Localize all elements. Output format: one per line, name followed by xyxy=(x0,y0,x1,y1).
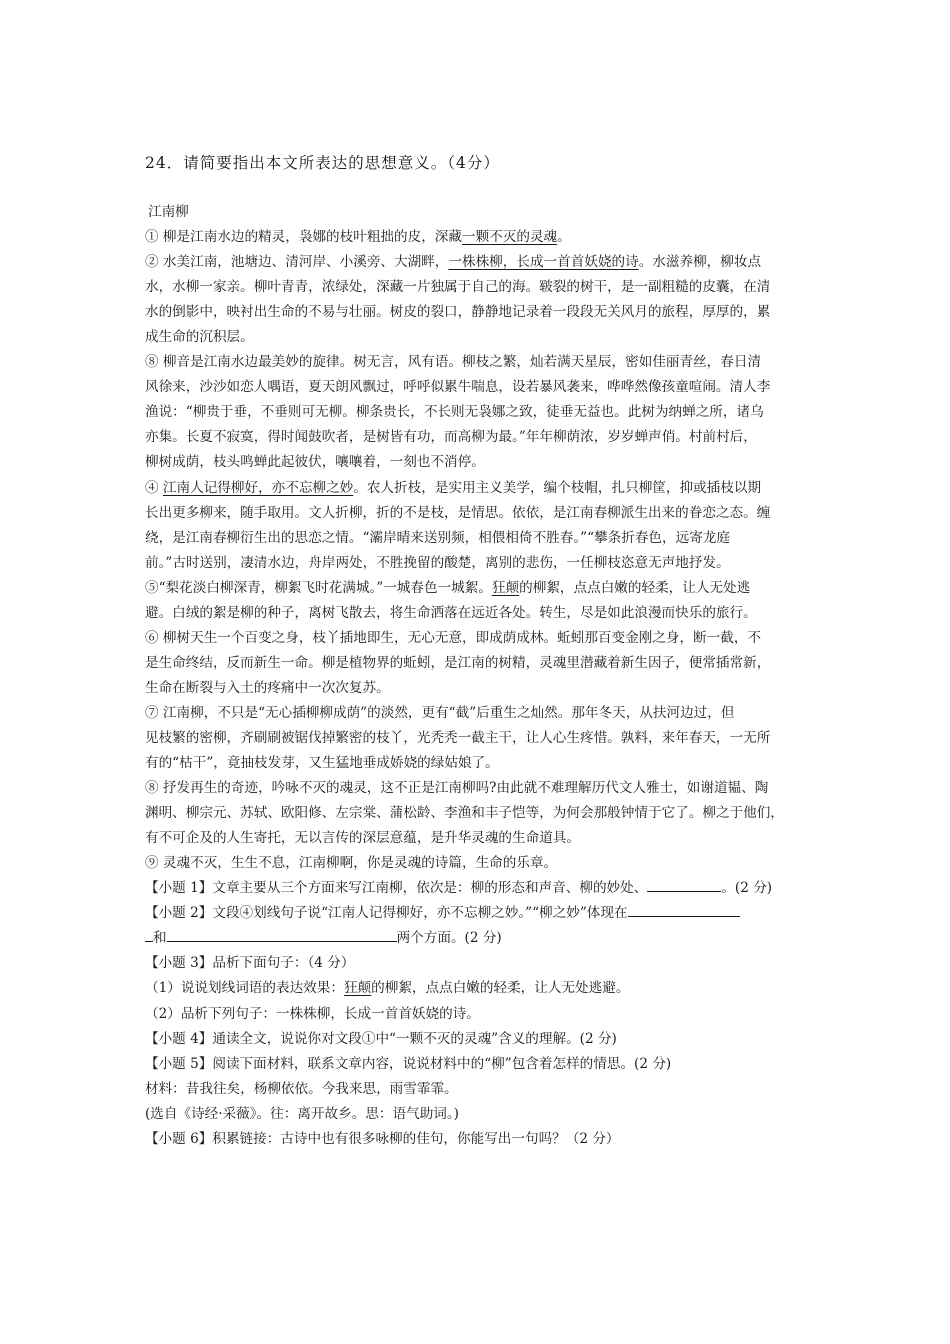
text-line: 长出更多柳来，随手取用。文人折柳，折的不是枝，是情思。依依，是江南春柳派生出来的眷恋之态。缠 xyxy=(145,504,771,521)
text-line: 绕，是江南春柳衍生出的思恋之情。“灞岸晴来送别频，相偎相倚不胜春。”“攀条折春色，远寄龙庭 xyxy=(145,529,730,546)
text: 两个方面。(2 分) xyxy=(396,930,502,947)
text-line: ⑦ 江南柳，不只是“无心插柳柳成荫”的淡然，更有“截”后重生之灿然。那年冬天，从扶河边过，但 xyxy=(145,704,735,721)
text: 【小题 1】文章主要从三个方面来写江南柳，依次是：柳的形态和声音、柳的妙处、 xyxy=(145,880,648,897)
text: ① 柳是江南水边的精灵，袅娜的枝叶粗拙的皮，深藏 xyxy=(145,229,462,246)
text-line: 生命在断裂与入土的疼痛中一次次复苏。 xyxy=(145,679,390,696)
text-line: 成生命的沉积层。 xyxy=(145,329,254,346)
text-line: 水的倒影中，映衬出生命的不易与壮丽。树皮的裂口，静静地记录着一段段无关风月的旅程，厚厚的，累 xyxy=(145,304,771,321)
question-3: 【小题 3】品析下面句子：（4 分） xyxy=(145,955,355,972)
question-24: 24．请简要指出本文所表达的思想意义。（4分） xyxy=(145,154,500,172)
text-line: ⑥ 柳树天生一个百变之身，枝丫插地即生，无心无意，即成荫成林。蚯蚓那百变金刚之身，断一截，不 xyxy=(145,629,762,646)
paragraph-2 xyxy=(145,250,817,350)
answer-blank[interactable] xyxy=(145,927,153,942)
question-4: 【小题 4】通读全文，说说你对文段①中“一颗不灭的灵魂”含义的理解。(2 分) xyxy=(145,1030,617,1047)
question-6: 【小题 6】积累链接：古诗中也有很多咏柳的佳句，你能写出一句吗？（2 分） xyxy=(145,1130,620,1147)
question-3-part-2: （2）品析下列句子：一株株柳，长成一首首妖娆的诗。 xyxy=(145,1005,480,1022)
paragraph-5 xyxy=(145,576,817,626)
text: 的柳絮，点点白嫩的轻柔，让人无处逃避。 xyxy=(371,980,630,997)
underlined-phrase: 一颗不灭的灵魂 xyxy=(461,229,558,246)
paragraph-9: ⑨ 灵魂不灭，生生不息，江南柳啊，你是灵魂的诗篇，生命的乐章。 xyxy=(145,855,558,872)
underlined-word: 狂颠 xyxy=(343,980,372,997)
answer-blank[interactable] xyxy=(647,877,721,892)
material-source: (选自《诗经·采薇》。往：离开故乡。思：语气助词。) xyxy=(145,1105,459,1122)
paragraph-4 xyxy=(145,476,817,576)
text: ② 水美江南，池塘边、清河岸、小溪旁、大湖畔， xyxy=(145,254,449,271)
text-line: 柳树成荫，枝头鸣蝉此起彼伏，嚷嚷着，一刻也不消停。 xyxy=(145,454,485,471)
text-line: 有不可企及的人生寄托，无以言传的深层意蕴，是升华灵魂的生命道具。 xyxy=(145,830,580,847)
text: 【小题 2】文段④划线句子说“江南人记得柳好，亦不忘柳之妙。”“柳之妙”体现在 xyxy=(145,905,628,922)
text-line: 风徐来，沙沙如恋人喁语，夏天朗风飘过，呼呼似累牛喘息，设若暴风袭来，哗哗然像孩童喧闹。清人李 xyxy=(145,379,771,396)
text: ④ xyxy=(145,479,163,496)
text: 的柳絮，点点白嫩的轻柔，让人无处逃 xyxy=(519,579,751,596)
text-line: 有的“枯干”，竟抽枝发芽，又生猛地垂成娇娆的绿姑娘了。 xyxy=(145,755,499,772)
question-2-cont xyxy=(145,926,817,951)
underlined-word: 狂颠 xyxy=(491,579,520,596)
text-line: 避。白绒的絮是柳的种子，离树飞散去，将生命洒落在远近各处。转生，尽是如此浪漫而快乐的旅行。 xyxy=(145,604,757,621)
text-line: 见枝繁的密柳，齐刷刷被锯伐掉繁密的枝丫，光秃秃一截主干，让人心生疼惜。孰料，来年春天，一无所 xyxy=(145,729,771,746)
paragraph-3 xyxy=(145,350,817,475)
answer-blank[interactable] xyxy=(628,902,740,917)
question-3-part-1 xyxy=(145,976,817,1001)
material-text: 材料：昔我往矣，杨柳依依。今我来思，雨雪霏霏。 xyxy=(145,1080,458,1097)
text-line: 亦集。长夏不寂寞，得时闻鼓吹者，是树皆有功，而高柳为最。”年年柳荫浓，岁岁蝉声俏。村前村后， xyxy=(145,429,757,446)
text-line: 渊明、柳宗元、苏轼、欧阳修、左宗棠、蒲松龄、李渔和丰子恺等，为何会那般钟情于它了。柳之于他们， xyxy=(145,805,784,822)
text-line: 是生命终结，反而新生一命。柳是植物界的蚯蚓，是江南的树精，灵魂里潜藏着新生因子，便常插常新， xyxy=(145,654,771,671)
text: （1）说说划线词语的表达效果： xyxy=(145,980,344,997)
text: 。水滋养柳，柳妆点 xyxy=(638,254,762,271)
text-line: ⑧ 柳音是江南水边最美妙的旋律。树无言，风有语。柳枝之繁，灿若满天星辰，密如佳丽青丝，春日清 xyxy=(145,354,762,371)
text: 。(2 分) xyxy=(721,880,773,897)
answer-blank[interactable] xyxy=(167,927,397,942)
article-title: 江南柳 xyxy=(148,204,189,220)
questions-section xyxy=(145,876,817,1152)
text: ⑤“梨花淡白柳深青，柳絮飞时花满城。”一城春色一城絮。 xyxy=(145,579,492,596)
text-line: 前。”古时送别，凄清水边，舟岸两处，不胜挽留的酸楚，离别的悲伤，一任柳枝恣意无声地抒发。 xyxy=(145,554,730,571)
text: 。 xyxy=(557,229,571,246)
paragraph-8 xyxy=(145,776,817,851)
text: 。农人折枝，是实用主义美学，编个枝帽，扎只柳筐，抑或插枝以期 xyxy=(353,479,762,496)
paragraph-7 xyxy=(145,701,817,776)
underlined-sentence: 江南人记得柳好，亦不忘柳之妙 xyxy=(162,479,354,496)
text-line: 渔说：“柳贵于垂，不垂则可无柳。柳条贵长，不长则无袅娜之致，徒垂无益也。此树为纳蝉之所，诸乌 xyxy=(145,404,764,421)
underlined-sentence: 一株株柳，长成一首首妖娆的诗 xyxy=(448,254,639,271)
article-body xyxy=(145,200,817,1152)
paragraph-6 xyxy=(145,626,817,701)
question-1 xyxy=(145,876,817,901)
paragraph-1 xyxy=(145,225,817,250)
question-2 xyxy=(145,901,817,926)
text-line: 水，水柳一家亲。柳叶青青，浓绿处，深藏一片独属于自己的海。皲裂的树干，是一副粗糙的皮囊，在清 xyxy=(145,279,771,296)
text-line: ⑧ 抒发再生的奇迹，吟咏不灭的魂灵，这不正是江南柳吗?由此就不难理解历代文人雅士，如谢道韫、陶 xyxy=(145,780,769,797)
question-5: 【小题 5】阅读下面材料，联系文章内容，说说材料中的“柳”包含着怎样的情思。(2 分) xyxy=(145,1055,672,1072)
text: 和 xyxy=(153,930,167,947)
